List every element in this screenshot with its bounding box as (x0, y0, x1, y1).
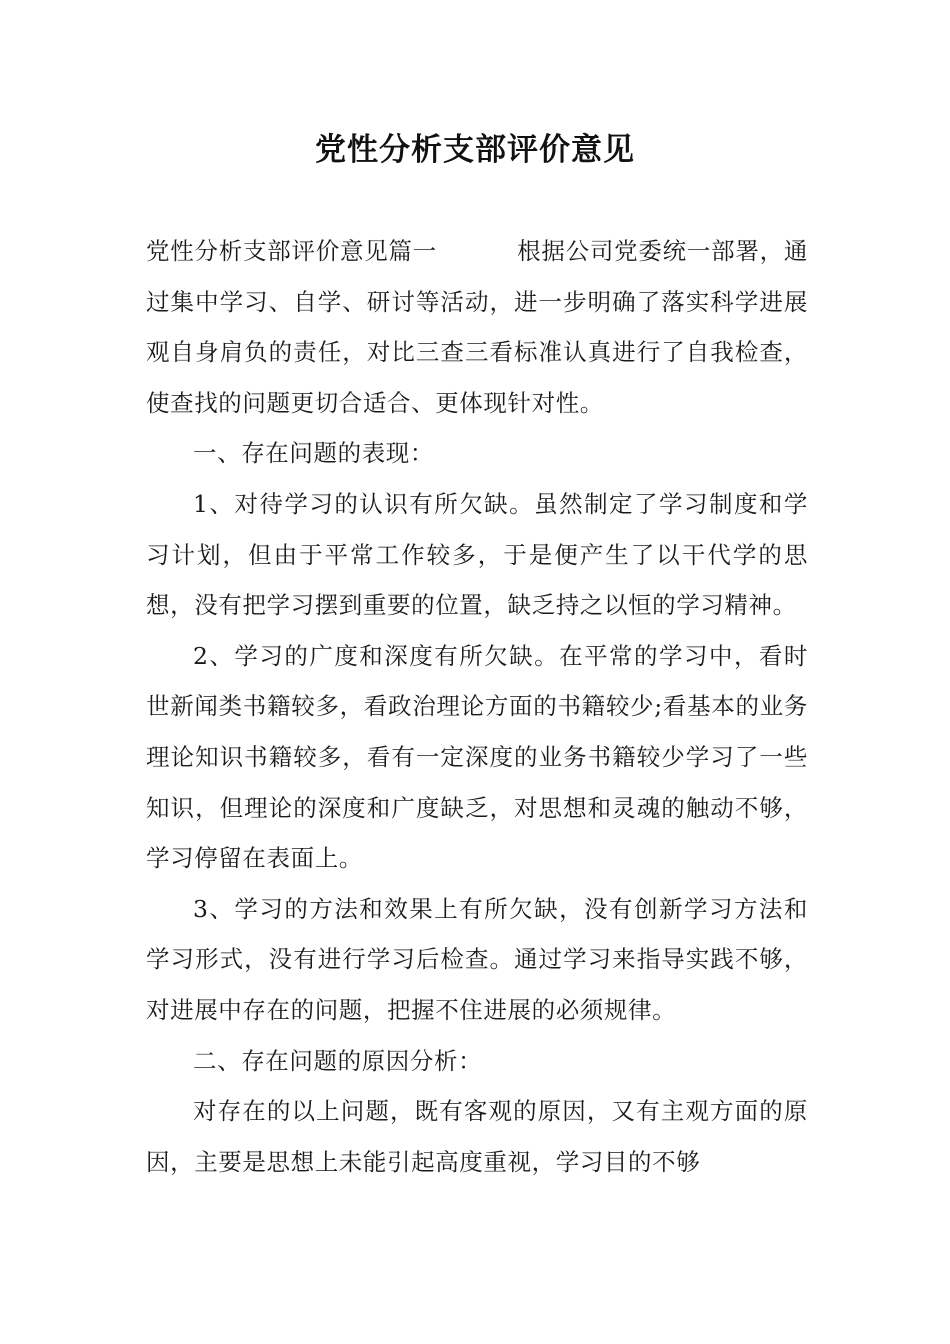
problem-item-2: 2、学习的广度和深度有所欠缺。在平常的学习中，看时世新闻类书籍较多，看政治理论方面的书籍较少;看基本的业务理论知识书籍较多，看有一定深度的业务书籍较少学习了一些知识，但理论的深度和广度缺乏，对思想和灵魂的触动不够，学习停留在表面上。 (146, 641, 808, 873)
section-heading-problems: 一、存在问题的表现： (193, 439, 434, 468)
intro-heading: 党性分析支部评价意见篇一 (146, 237, 437, 265)
causes-paragraph: 对存在的以上问题，既有客观的原因，又有主观方面的原因，主要是思想上未能引起高度重视，学习目的不够 (146, 1097, 808, 1176)
intro-body: 根据公司党委统一部署，通过集中学习、自学、研讨等活动，进一步明确了落实科学进展观自身肩负的责任，对比三查三看标准认真进行了自我检查，使查找的问题更切合适合、更体现针对性。 (146, 237, 808, 417)
document-body (146, 226, 808, 1187)
section-heading-causes: 二、存在问题的原因分析： (193, 1046, 483, 1075)
problem-item-1: 1、对待学习的认识有所欠缺。虽然制定了学习制度和学习计划，但由于平常工作较多，于是便产生了以干代学的思想，没有把学习摆到重要的位置，缺乏持之以恒的学习精神。 (146, 489, 808, 620)
intro-paragraph (146, 226, 808, 428)
document-title: 党性分析支部评价意见 (315, 132, 635, 168)
problem-item-3: 3、学习的方法和效果上有所欠缺，没有创新学习方法和学习形式，没有进行学习后检查。通过学习来指导实践不够，对进展中存在的问题，把握不住进展的必须规律。 (146, 894, 808, 1024)
